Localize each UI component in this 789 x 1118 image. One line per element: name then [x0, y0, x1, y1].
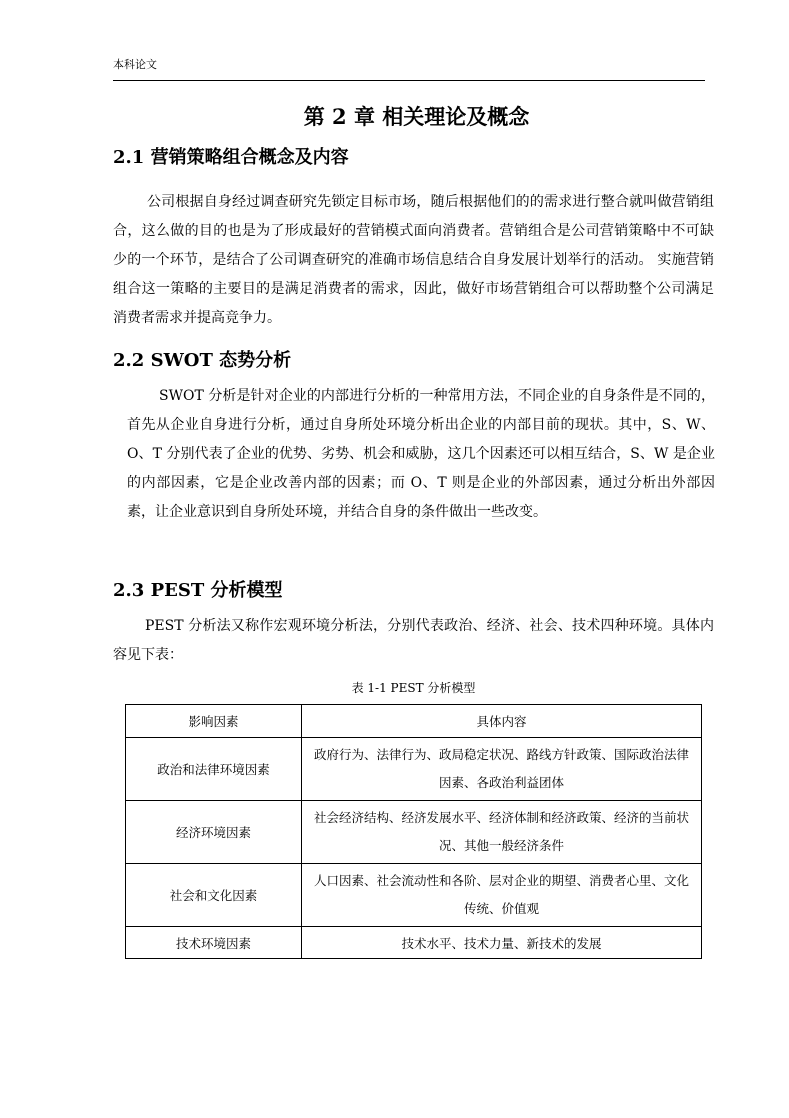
- table-cell-factor: 社会和文化因素: [126, 864, 302, 927]
- table-row: [126, 927, 702, 959]
- chapter-title: 第 2 章 相关理论及概念: [303, 104, 530, 129]
- table-cell-factor: 技术环境因素: [126, 927, 302, 959]
- section-heading-2-3: 2.3 PEST 分析模型: [113, 580, 283, 601]
- table-cell-content: 人口因素、社会流动性和各阶、层对企业的期望、消费者心里、文化传统、价值观: [302, 864, 702, 927]
- table-header-content: 具体内容: [302, 705, 702, 738]
- pest-table: [125, 704, 702, 959]
- table-cell-factor: 政治和法律环境因素: [126, 738, 302, 801]
- page-header-label: 本科论文: [113, 58, 157, 71]
- section-paragraph-2-1: 公司根据自身经过调查研究先锁定目标市场，随后根据他们的的需求进行整合就叫做营销组合，这么做的目的也是为了形成最好的营销模式面向消费者。营销组合是公司营销策略中不可缺少的一个环节，是结合了公司调查研究的准确市场信息结合自身发展计划举行的活动。 实施营销组合这一策略的主要目的是满足消费者的需求，因此，做好市场营销组合可以帮助整个公司满足消费者需求并提高竞争力。: [113, 194, 714, 326]
- table-row: [126, 738, 702, 801]
- table-cell-content: 政府行为、法律行为、政局稳定状况、路线方针政策、国际政治法律因素、各政治利益团体: [302, 738, 702, 801]
- section-paragraph-2-3: PEST 分析法又称作宏观环境分析法，分别代表政治、经济、社会、技术四种环境。具体内容见下表：: [113, 618, 714, 663]
- section-paragraph-2-2: SWOT 分析是针对企业的内部进行分析的一种常用方法，不同企业的自身条件是不同的，首先从企业自身进行分析，通过自身所处环境分析出企业的内部目前的现状。其中，S、W、O、T 分别代表了企业的优势、劣势、机会和威胁，这几个因素还可以相互结合，S、W 是企业的内部因素，它是企业改善内部的因素；而 O、T 则是企业的外部因素，通过分析出外部因素，让企业意识到自身所处环境，并结合自身的条件做出一些改变。: [127, 388, 715, 520]
- table-row: [126, 801, 702, 864]
- section-heading-2-1: 2.1 营销策略组合概念及内容: [113, 147, 349, 168]
- table-caption: 表 1-1 PEST 分析模型: [351, 681, 476, 695]
- section-heading-2-2: 2.2 SWOT 态势分析: [113, 350, 292, 371]
- table-cell-factor: 经济环境因素: [126, 801, 302, 864]
- header-divider: [113, 80, 705, 81]
- table-cell-content: 社会经济结构、经济发展水平、经济体制和经济政策、经济的当前状况、其他一般经济条件: [302, 801, 702, 864]
- table-row: [126, 864, 702, 927]
- table-cell-content: 技术水平、技术力量、新技术的发展: [302, 927, 702, 959]
- table-header-row: [126, 705, 702, 738]
- table-header-factor: 影响因素: [126, 705, 302, 738]
